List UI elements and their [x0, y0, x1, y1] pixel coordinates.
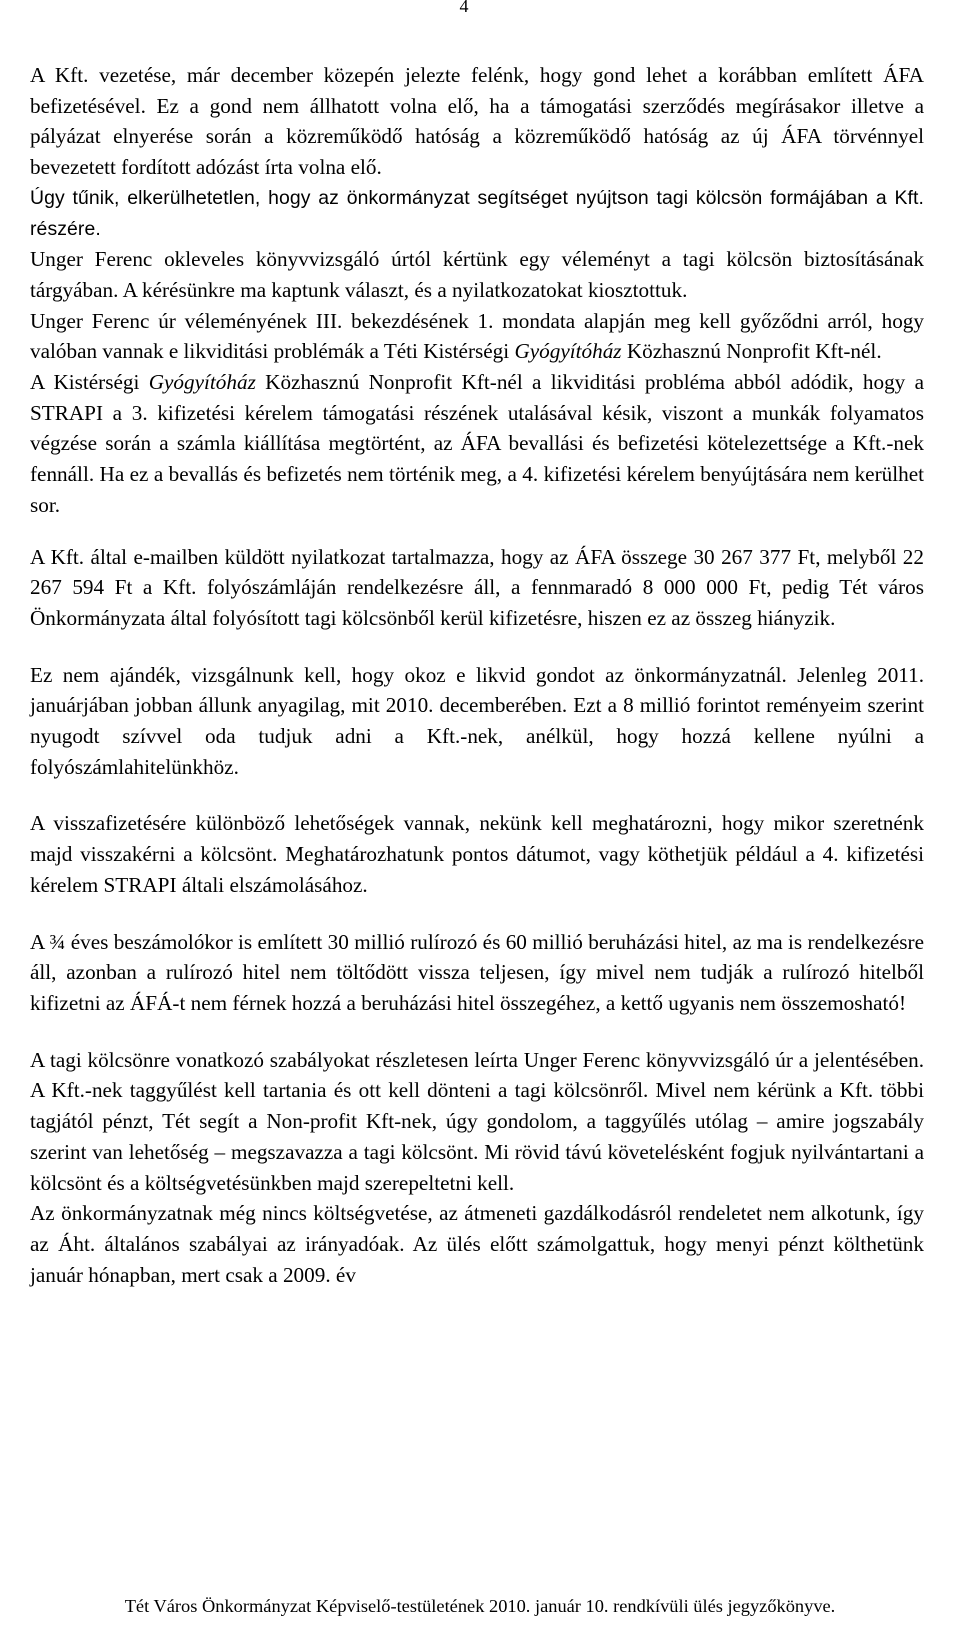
document-body: [30, 60, 924, 1290]
page-number: 4: [459, 0, 469, 16]
paragraph-spacer: [30, 901, 924, 927]
paragraph-6: A Kft. által e-mailben küldött nyilatkozat tartalmazza, hogy az ÁFA összege 30 267 377 Ft, melyből 22 267 594 Ft a Kft. folyószámláján rendelkezésre áll, a fennmaradó 8 000 000 Ft, pedig Tét város Önkormányzata által folyósított tagi kölcsönből kerül kifizetésre, hiszen ez az összeg hiányzik.: [30, 544, 924, 630]
paragraph-2: Úgy tűnik, elkerülhetetlen, hogy az önkormányzat segítséget nyújtson tagi kölcsön formájában a Kft. részére.: [30, 186, 924, 240]
paragraph-10: A tagi kölcsönre vonatkozó szabályokat részletesen leírta Unger Ferenc könyvvizsgáló úr a jelentésében. A Kft.-nek taggyűlést kell tartania és ott kell dönteni a tagi kölcsönről. Mivel nem kérünk a Kft. többi tagjától pénzt, Tét segít a Non-profit Kft-nek, úgy gondolom, a taggyűlés utólag – amire jogszabály szerint van lehetőség – megszavazza a tagi kölcsönt. Mi rövid távú követelésként fogjuk nyilvántartani a kölcsönt és a költségvetésünkben majd szerepeltetni kell.: [30, 1047, 924, 1195]
paragraph-5: [30, 367, 924, 521]
paragraph-4-text-a: Unger Ferenc úr véleményének III. bekezdésének 1. mondata alapján meg kell győződni arról, hogy valóban vannak e likviditási problémák a Téti Kistérségi: [30, 308, 924, 364]
paragraph-7: Ez nem ajándék, vizsgálnunk kell, hogy okoz e likvid gondot az önkormányzatnál. Jelenleg 2011. januárjában jobban állunk anyagilag, mit 2010. decemberében. Ezt a 8 millió forintot reményeim szerint nyugodt szívvel oda tudjuk adni a Kft.-nek, anélkül, hogy hozzá kellene nyúlni a folyószámlahitelünkhöz.: [30, 662, 924, 779]
paragraph-spacer: [30, 521, 924, 542]
paragraph-5-text-a: A Kistérségi: [30, 370, 149, 395]
paragraph-5-text-b: Közhasznú Nonprofit Kft-nél a likviditási probléma abból adódik, hogy a STRAPI a 3. kifizetési kérelem támogatási részének utalásával késik, viszont a munkák folyamatos végzése során a számla kiállítása megtörtént, az ÁFA bevallási és befizetési kötelezettsége a Kft.-nek fennáll. Ha ez a bevallás és befizetés nem történik meg, a 4. kifizetési kérelem benyújtására nem kerülhet sor.: [30, 370, 925, 517]
paragraph-1: A Kft. vezetése, már december közepén jelezte felénk, hogy gond lehet a korábban említett ÁFA befizetésével. Ez a gond nem állhatott volna elő, ha a támogatási szerződés megírásakor illetve a pályázat elnyerése során a közreműködő hatóság a közreműködő hatóság az új ÁFA törvénnyel bevezetett fordított adózást írta volna elő.: [30, 63, 924, 180]
paragraph-11: Az önkormányzatnak még nincs költségvetése, az átmeneti gazdálkodásról rendeletet nem alkotunk, így az Áht. általános szabályai az irányadóak. Az ülés előtt számolgattuk, hogy menyi pénzt költhetünk január hónapban, mert csak a 2009. év: [30, 1201, 924, 1287]
paragraph-spacer: [30, 634, 924, 660]
paragraph-5-emphasis: Gyógyítóház: [148, 370, 256, 395]
paragraph-8: A visszafizetésére különböző lehetőségek vannak, nekünk kell meghatározni, hogy mikor szeretnénk majd visszakérni a kölcsönt. Meghatározhatunk pontos dátumot, vagy köthetjük például a 4. kifizetési kérelem STRAPI általi elszámolásához.: [30, 811, 924, 897]
paragraph-4: [30, 306, 924, 367]
paragraph-3: Unger Ferenc okleveles könyvvizsgáló úrtól kértünk egy véleményt a tagi kölcsön biztosításának tárgyában. A kérésünkre ma kaptunk választ, és a nyilatkozatokat kiosztottuk.: [30, 247, 924, 302]
paragraph-4-text-b: Közhasznú Nonprofit Kft-nél.: [621, 339, 882, 364]
paragraph-spacer: [30, 782, 924, 808]
paragraph-9: A ¾ éves beszámolókor is említett 30 millió rulírozó és 60 millió beruházási hitel, az ma is rendelkezésre áll, azonban a rulírozó hitel nem töltődött vissza teljesen, így mivel nem tudják a rulírozó hitelből kifizetni az ÁFÁ-t nem férnek hozzá a beruházási hitel összegéhez, a kettő ugyanis nem összemosható!: [30, 929, 924, 1015]
paragraph-spacer: [30, 1019, 924, 1045]
paragraph-4-emphasis: Gyógyítóház: [514, 339, 622, 364]
page-footer: Tét Város Önkormányzat Képviselő-testületének 2010. január 10. rendkívüli ülés jegyzőkönyve.: [124, 1596, 836, 1616]
